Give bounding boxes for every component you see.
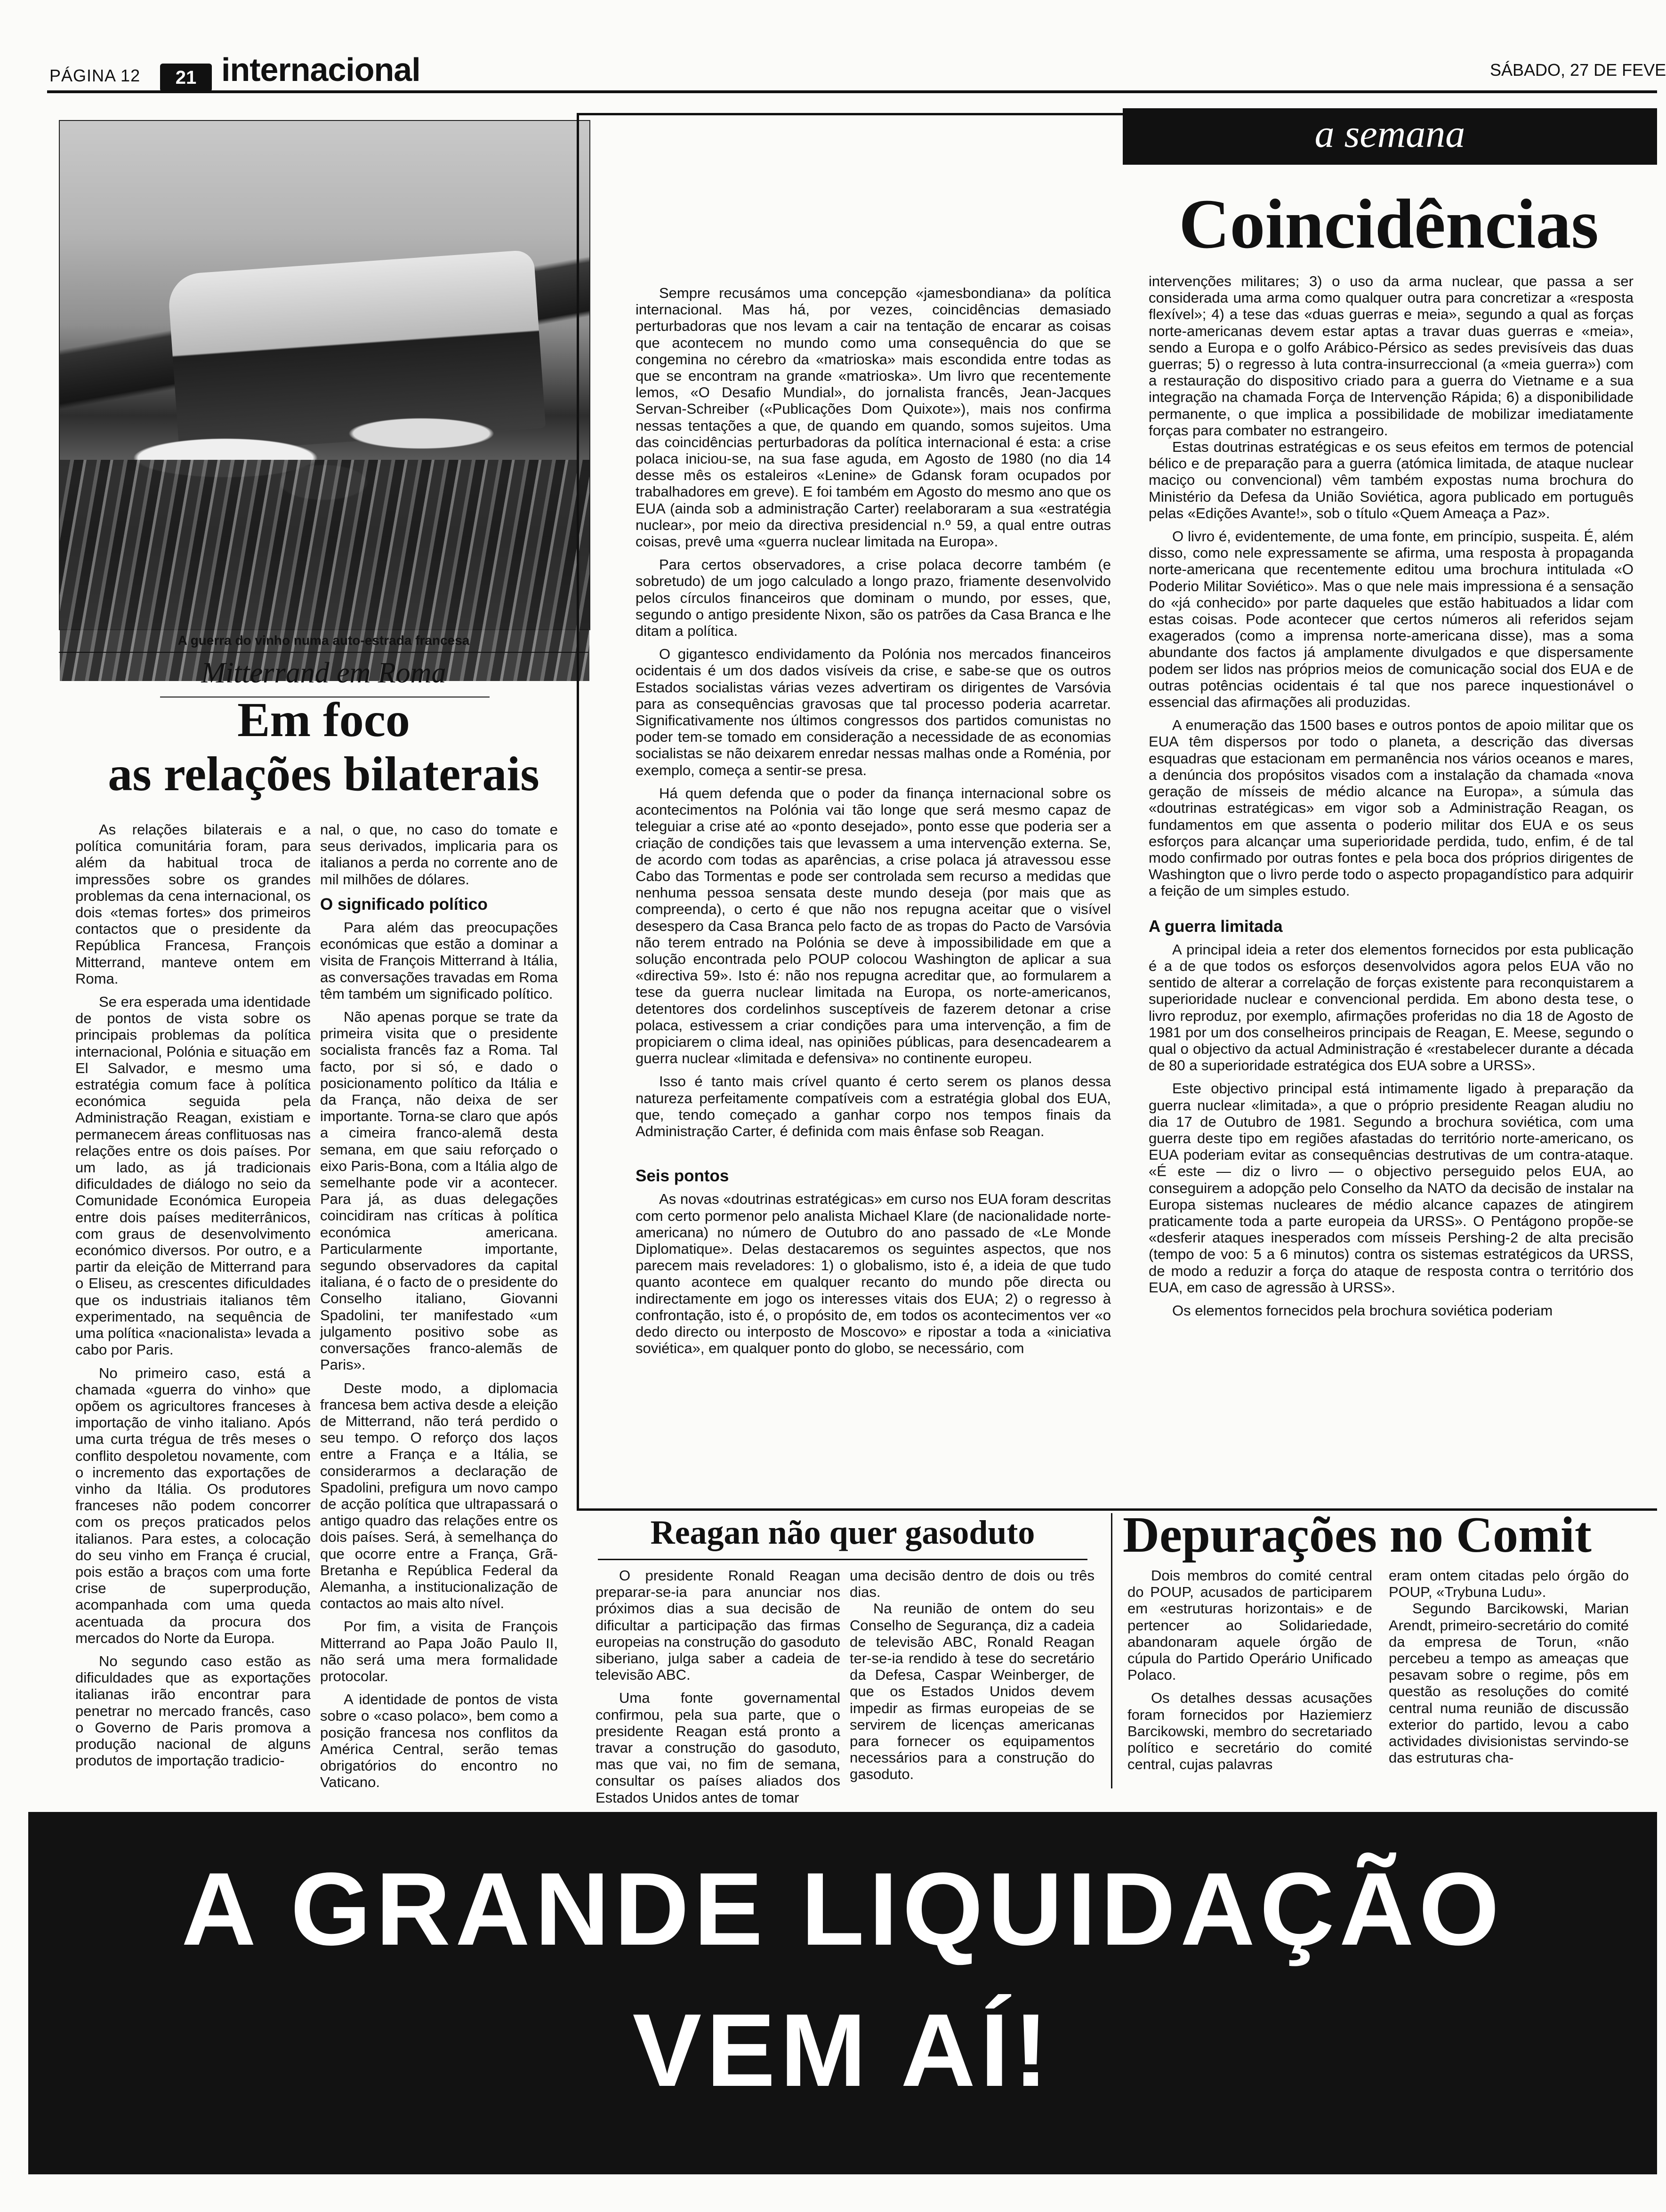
paragraph: Este objectivo principal está intimamente ligado à preparação da guerra nuclear «limitada», a que o próprio presidente Reagan aludiu no dia 17 de Outubro de 1981. Segundo a brochura soviética, com uma guerra deste tipo em regiões afastadas do território norte-americano, os EUA poderiam evitar as consequências destrutivas de um contra-ataque. «É este — diz o livro — o objectivo perseguido pelos EUA, ao conseguirem a adopção pelo Conselho da NATO da decisão de instalar na Europa sistemas nucleares de médio alcance capazes de atingirem praticamente toda a parte europeia da URSS». O Pentágono propõe-se «desferir ataques inesperados com mísseis Pershing-2 de alta precisão (tempo de voo: 5 a 6 minutos) contra os sistemas estratégicos da URSS, de modo a reduzir a força do ataque de resposta contra o território dos EUA, em caso de agressão à URSS». (1149, 1080, 1634, 1296)
paragraph: Os elementos fornecidos pela brochura soviética poderiam (1172, 1302, 1553, 1319)
mitterrand-column-1 (75, 821, 311, 1791)
paragraph: Os detalhes dessas acusações foram fornecidos por Haziemierz Barcikowski, membro do secretariado político e secretário do comité central, cujas palavras (1127, 1690, 1372, 1773)
section-title: internacional (221, 51, 420, 88)
photo-caption: A guerra do vinho numa auto-estrada francesa (177, 633, 470, 648)
depuracoes-column-2 (1389, 1567, 1629, 1788)
reagan-column-2 (850, 1567, 1095, 1788)
paragraph: Deste modo, a diplomacia francesa bem activa desde a eleição de Mitterrand, não terá perdido o seu tempo. O reforço dos laços entre a França e a Itália, se considerarmos a declaração de Spadolini, prefigura um novo campo de acção política que ultrapassará o antigo quadro das relações entre os dois países. Será, à semelhança do que ocorre entre a França, Grã-Bretanha e República Federal da Alemanha, a institucionalização de contactos ao mais alto nível. (320, 1379, 558, 1612)
semana-banner (1123, 108, 1657, 165)
paragraph: Se era esperada uma identidade de pontos de vista sobre os principais problemas da política internacional, Polónia e situação em El Salvador, e mesmo uma estratégia comum face à política económica seguida pela Administração Reagan, existiam e permanecem áreas conflituosas nas relações entre os dois países. Por um lado, as já tradicionais dificuldades de diálogo no seio da Comunidade Económica Europeia entre dois países mediterrânicos, com graus de desenvolvimento económico diversos. Por outro, e a partir da eleição de Mitterrand para o Eliseu, as crescentes dificuldades que os industriais italianos têm experimentado, na sequência de uma política «nacionalista» levada a cabo por Paris. (75, 994, 311, 1358)
advert-line-1: A GRANDE LIQUIDAÇÃO (181, 1851, 1504, 1967)
subheading: Seis pontos (636, 1167, 729, 1186)
article-headline-line2: as relações bilaterais (108, 747, 539, 801)
kicker-rule-top (59, 652, 588, 653)
advert-line-2: VEM AÍ! (632, 1992, 1053, 2108)
subheading: O significado político (320, 895, 488, 914)
paragraph: Na reunião de ontem do seu Conselho de Segurança, diz a cadeia de televisão ABC, Ronald Reagan ter-se-ia rendido à tese do secretário da Defesa, Caspar Weinberger, de que os Estados Unidos devem impedir as firmas europeias de se servirem de licenças americanas para fornecer os equipamentos necessários para a construção do gasoduto. (850, 1600, 1095, 1783)
paragraph: No primeiro caso, está a chamada «guerra do vinho» que opõem os agricultores franceses à importação de vinho italiano. Após uma curta trégua de três meses o conflito despoletou novamente, com o incremento das exportações de vinho da Itália. Os produtores franceses não podem concorrer com os preços praticados pelos italianos. Para estes, a colocação do seu vinho em França é crucial, pois estão a braços com uma forte crise de superprodução, acompanhada com uma queda acentuada da procura dos mercados do Norte da Europa. (75, 1364, 311, 1646)
paragraph: O livro é, evidentemente, de uma fonte, em princípio, suspeita. É, além disso, como nele expressamente se afirma, uma resposta à propaganda norte-americana que recentemente editou uma brochura intitulada «O Poderio Militar Soviético». Mas o que nele mais impressiona é a sensação do «já conhecido» por parte daqueles que estão habituados a lidar com estas coisas. Pode acontecer que certos números ali referidos sejam exagerados (como a imprensa norte-americana disse), mas a soma abundante dos factos já amplamente divulgados e que dispersamente podem ser lidos nas próprios meios de comunicação social dos EUA e de outras potências ocidentais é tal que nos parece inquestionável o essencial das afirmações ali produzidas. (1149, 528, 1634, 711)
semana-column-2 (1149, 273, 1634, 1511)
article-headline-line1: Em foco (237, 693, 410, 747)
paragraph: Por fim, a visita de François Mitterrand ao Papa João Paulo II, não será uma mera formalidade protocolar. (320, 1618, 558, 1684)
subheading: A guerra limitada (1149, 917, 1283, 936)
reagan-headline: Reagan não quer gasoduto (650, 1514, 1035, 1551)
paragraph: nal, o que, no caso do tomate e seus derivados, implicaria para os italianos a perda no corrente ano de mil milhões de dólares. (320, 821, 558, 888)
paragraph: Não apenas porque se trate da primeira visita que o presidente socialista francês faz a Roma. Tal facto, por si só, e dado o posicionamento político da Itália e da França, não deixa de ser importante. Torna-se claro que após a cimeira franco-alemã desta semana, em que saiu reforçado o eixo Paris-Bona, com a Itália algo de semelhante pode vir a acontecer. Para já, as duas delegações coincidiram nas críticas à política económica americana. Particularmente importante, segundo observadores da capital italiana, é o facto de o presidente do Conselho italiano, Giovanni Spadolini, ter manifestado «um julgamento positivo sobe as conversações franco-alemãs de Paris». (320, 1009, 558, 1373)
page-number: PÁGINA 12 (49, 66, 141, 85)
section-logo-text: 21 (175, 67, 197, 88)
paragraph: Para além das preocupações económicas que estão a dominar a visita de François Mitterrand à Itália, as conversações travadas em Roma têm também um significado político. (320, 919, 558, 1002)
paragraph: Estas doutrinas estratégicas e os seus efeitos em termos de potencial bélico e de preparação para a guerra (atómica limitada, de ataque nuclear maciço ou convencional) vêm também expostas numa brochura do Ministério da Defesa da União Soviética, agora publicado em português pelas «Edições Avante!», sob o título «Quem Ameaça a Paz». (1149, 439, 1634, 521)
paragraph: O presidente Ronald Reagan preparar-se-ia para anunciar nos próximos dias a sua decisão de dificultar a participação das firmas europeias na construção do gasoduto siberiano, julga saber a cadeia de televisão ABC. (596, 1567, 840, 1683)
mitterrand-column-2 (320, 821, 558, 1791)
paragraph: eram ontem citadas pelo órgão do POUP, «Trybuna Ludu». (1389, 1567, 1629, 1601)
paragraph: Há quem defenda que o poder da finança internacional sobre os acontecimentos na Polónia vai tão longe que será mesmo capaz de teleguiar a crise até ao «ponto desejado», ponto esse que poderia ser a criação de condições tais que levassem a uma intervenção externa. Se, de acordo com todas as aparências, a crise polaca já atravessou esse Cabo das Tormentas e pode ser controlada sem recurso a medidas que nenhuma pessoa sensata deste mundo deseja (por mais que as compreenda), o certo é que não nos repugna aceitar que o visível desespero da Casa Branca pelo facto de as tropas do Pacto de Varsóvia não terem entrado na Polónia se deve à impossibilidade em que a solução encontrada pelo POUP colocou Washington de aplicar a sua «directiva 59». Isto é: não nos repugna acreditar que, ao formularem a tese da guerra nuclear limitada na Europa, os norte-americanos, detentores dos cordelinhos susceptíveis de fazerem detonar a crise polaca, estivessem a criar condições para uma intervenção, a fim de propiciarem o clima ideal, nas opiniões públicas, para desencadearem a guerra nuclear «limitada e defensiva» no continente europeu. (636, 785, 1111, 1067)
paragraph: As novas «doutrinas estratégicas» em curso nos EUA foram descritas com certo pormenor pelo analista Michael Klare (de nacionalidade norte-americana) no número de Outubro do ano passado de «Le Monde Diplomatique». Delas destacaremos os seguintes aspectos, que nos parecem mais reveladores: 1) o globalismo, isto é, a ideia de que tudo quanto acontece em qualquer recanto do mundo põe directa ou indirectamente em jogo os interesses vitais dos EUA; 2) o regresso à confrontação, isto é, o propósito de, em todos os acontecimentos ver «o dedo directo ou interposto de Moscovo» e ripostar a toda a «iniciativa soviética», em qualquer ponto do globo, se necessário, com (636, 1191, 1111, 1357)
paragraph: As relações bilaterais e a política comunitária foram, para além da habitual troca de impressões sobre os grandes problemas da cena internacional, os dois «temas fortes» dos primeiros contactos que o presidente da República Francesa, François Mitterrand, manteve ontem em Roma. (75, 821, 311, 987)
masthead-rule (47, 90, 1657, 93)
reagan-column-1 (596, 1567, 840, 1806)
paragraph: Segundo Barcikowski, Marian Arendt, primeiro-secretário do comité da empresa de Torun, «não percebeu a tempo as ameaças que pesavam sobre o regime, pôs em questão as resoluções do comité central numa reunião de discussão exterior do partido, levou a cabo actividades divisionistas servindo-se das estruturas cha- (1389, 1600, 1629, 1766)
column-divider (1111, 1513, 1112, 1788)
sale-advertisement (28, 1812, 1657, 2174)
section-logo (160, 64, 212, 92)
paragraph: uma decisão dentro de dois ou três dias. (850, 1567, 1095, 1601)
paragraph: O gigantesco endividamento da Polónia nos mercados financeiros ocidentais é um dos dados visíveis da crise, e sabe-se que os outros Estados socialistas várias vezes advertiram os dirigentes de Varsóvia para as consequências gravosas que tal processo poderia acarretar. Significativamente nos últimos congressos dos partidos comunistas no poder tem-se tomado em consideração a necessidade de as economias socialistas se não deixarem enredar nessas malhas onde a Roménia, por exemplo, começa a sentir-se presa. (636, 646, 1111, 778)
paragraph: Uma fonte governamental confirmou, pela sua parte, que o presidente Reagan está pronto a travar a construção do gasoduto, mas que vai, no fim de semana, consultar os países aliados dos Estados Unidos antes de tomar (596, 1690, 840, 1806)
paragraph: A principal ideia a reter dos elementos fornecidos por esta publicação é a de que todos os esforços desenvolvidos agora pelos EUA vão no sentido de alterar a correlação de forças existente para reconquistarem a superioridade nuclear e convencional perdida. Em abono desta tese, o livro reproduz, por exemplo, afirmações proferidas no dia 18 de Agosto de 1981 por um dos conselheiros principais de Reagan, E. Meese, segundo o qual o objectivo da actual Administração é «restabelecer durante a década de 80 a superioridade estratégica dos EUA sobre a URSS». (1149, 941, 1634, 1074)
issue-date: SÁBADO, 27 DE FEVE (1490, 60, 1666, 80)
article-kicker: Mitterrand em Roma (201, 657, 446, 689)
reagan-rule (598, 1559, 1087, 1560)
paragraph: Dois membros do comité central do POUP, acusados de participarem em «estruturas horizontais» e de pertencer ao Solidariedade, abandonaram aquele órgão de cúpula do Partido Operário Unificado Polaco. (1127, 1567, 1372, 1683)
semana-banner-text: a semana (1314, 112, 1465, 156)
semana-headline: Coincidências (1179, 185, 1599, 263)
paragraph: Para certos observadores, a crise polaca decorre também (e sobretudo) de um jogo calculado a longo prazo, friamente desenvolvido pelos círculos financeiros que dominam o mundo, por esses, que, segundo o antigo presidente Nixon, são os patrões da Casa Branca e lhe ditam a política. (636, 556, 1111, 640)
paragraph: A enumeração das 1500 bases e outros pontos de apoio militar que os EUA têm dispersos por todo o planeta, a descrição das diversas esquadras que estacionam em permanência nos vários oceanos e mares, a denúncia dos propósitos visados com a instalação da chamada «nova geração de mísseis de médio alcance na Europa», a súmula das «doutrinas estratégicas» em vigor sob a Administração Reagan, os fundamentos em que assenta o poderio militar dos EUA e os seus esforços para alcançar uma superioridade perdida, tudo, enfim, é de tal modo confirmado por outras fontes e pela boca dos próprios dirigentes de Washington que o livro perde todo o aspecto propagandístico para adquirir a feição de um simples estudo. (1149, 717, 1634, 899)
wine-war-photo (59, 120, 590, 630)
depuracoes-headline: Depurações no Comit (1123, 1507, 1592, 1563)
paragraph: A identidade de pontos de vista sobre o «caso polaco», bem como a posição francesa nos conflitos da América Central, serão temas obrigatórios do encontro no Vaticano. (320, 1691, 558, 1791)
depuracoes-column-1 (1127, 1567, 1372, 1788)
paragraph: Sempre recusámos uma concepção «jamesbondiana» da política internacional. Mas há, por vezes, coincidências demasiado perturbadoras que nos levam a cair na tentação de encarar as coisas que acontecem no mundo como uma consequência do que se congemina no cérebro da «matrioska» mais escondida entre todas as que se encontram na grande «matrioska». Um livro que recentemente lemos, «O Desafio Mundial», do jornalista francês, Jean-Jacques Servan-Schreiber («Publicações Dom Quixote»), mais nos confirma nessas tentações a que, de quando em quando, somos sujeitos. Uma das coincidências perturbadoras da política internacional é esta: a crise polaca iniciou-se, na sua fase aguda, em Agosto de 1980 (no dia 14 desse mês os estaleiros «Lenine» de Gdansk foram ocupados por trabalhadores em greve). E foi também em Agosto do mesmo ano que os EUA (ainda sob a administração Carter) reelaboraram a sua «estratégia nuclear», por meio da directiva presidencial n.º 59, a qual entre outras coisas, prevê uma «guerra nuclear limitada na Europa». (636, 285, 1111, 550)
semana-column-1 (636, 285, 1111, 1511)
paragraph: Isso é tanto mais crível quanto é certo serem os planos dessa natureza perfeitamente compatíveis com a estratégia global dos EUA, que, tendo começado a ganhar corpo nos tempos finais da Administração Carter, é definida com mais ênfase sob Reagan. (636, 1073, 1111, 1139)
paragraph: intervenções militares; 3) o uso da arma nuclear, que passa a ser considerada uma arma como qualquer outra para concretizar a «resposta flexível»; 4) a tese das «duas guerras e meia», segundo a qual as forças norte-americanas devem estar aptas a travar duas guerras e «meia», sendo a Europa e o golfo Arábico-Pérsico as sedes previsíveis das duas guerras; 5) o regresso à luta contra-insurreccional (a «meia guerra») com a restauração do dispositivo criado para a guerra do Vietname e a sua integração na chamada Força de Intervenção Rápida; 6) a disponibilidade permanente, o que implica a possibilidade de mobilizar imediatamente forças para combater no estrangeiro. (1149, 273, 1634, 439)
paragraph: No segundo caso estão as dificuldades que as exportações italianas irão encontrar para penetrar no mercado francês, caso o Governo de Paris promova a produção nacional de alguns produtos de importação tradicio- (75, 1652, 311, 1769)
